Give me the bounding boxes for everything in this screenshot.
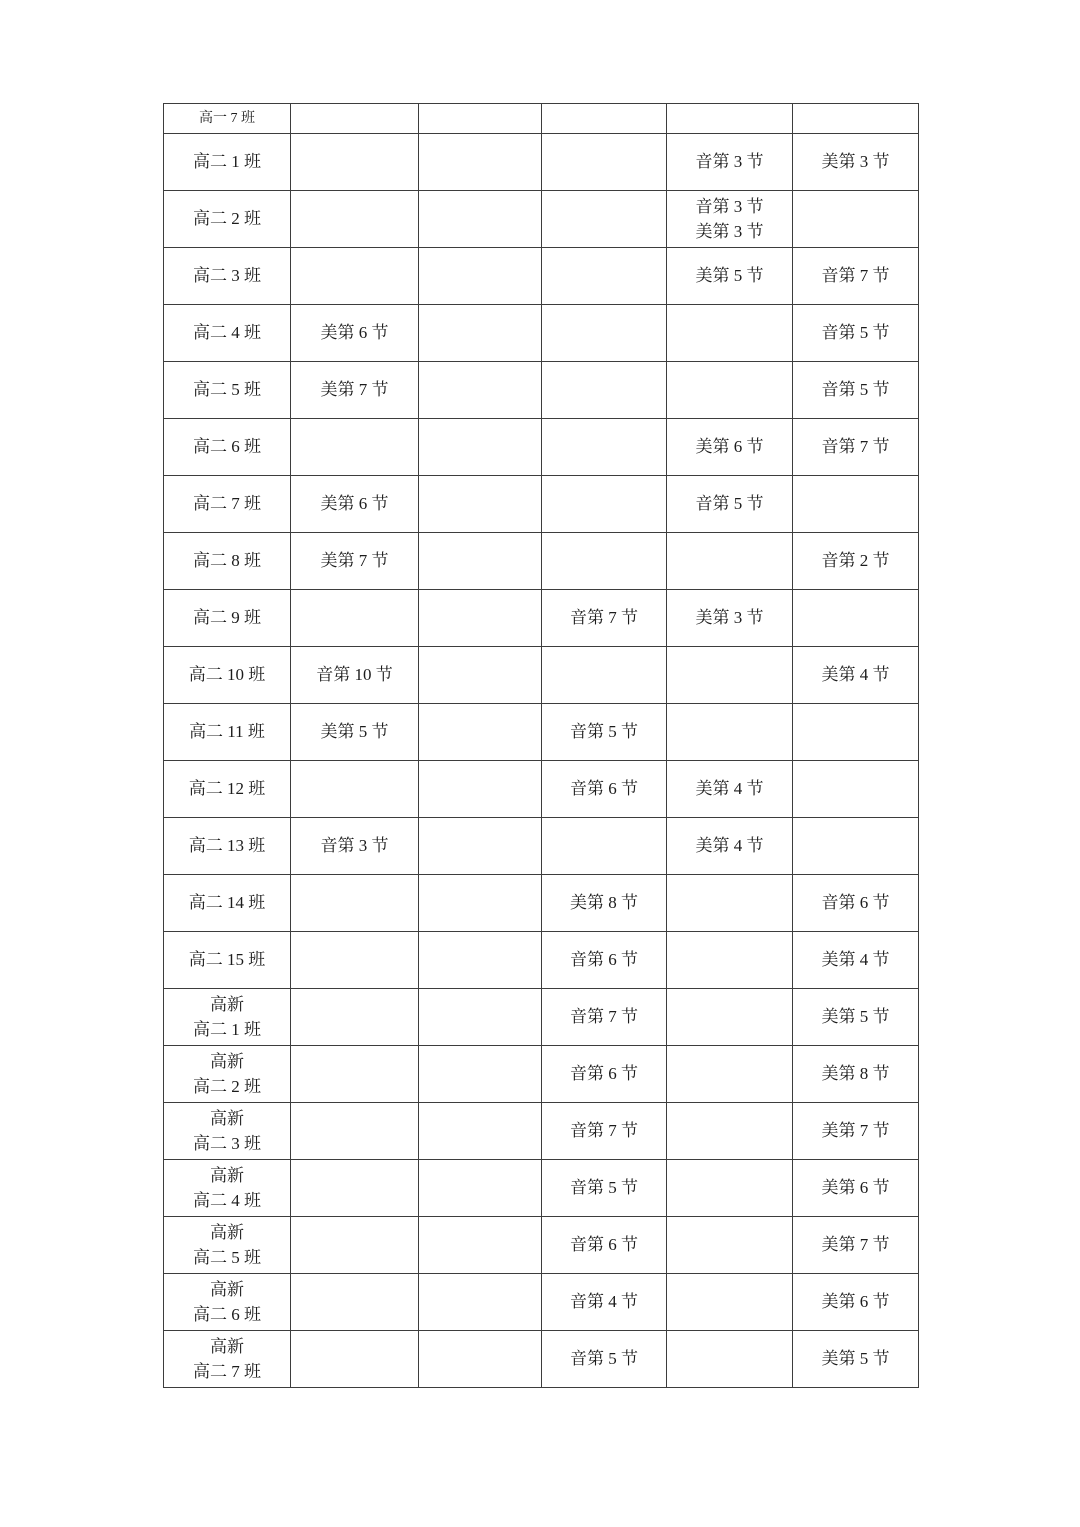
table-row xyxy=(164,761,919,818)
schedule-cell xyxy=(667,104,793,134)
schedule-entry: 音第 7 节 xyxy=(570,1121,638,1141)
schedule-entry: 音第 5 节 xyxy=(570,1178,638,1198)
schedule-cell xyxy=(667,1103,793,1160)
schedule-cell xyxy=(793,533,919,590)
schedule-cell xyxy=(542,362,667,419)
class-name-text: 高二 15 班 xyxy=(188,950,266,970)
schedule-cell xyxy=(793,362,919,419)
schedule-cell xyxy=(667,1046,793,1103)
schedule-cell xyxy=(291,761,419,818)
schedule-cell xyxy=(667,989,793,1046)
table-row xyxy=(164,590,919,647)
class-name-text: 高二 5 班 xyxy=(193,1248,261,1267)
schedule-entry: 美第 3 节 xyxy=(695,608,764,628)
class-name-cell xyxy=(164,191,291,248)
schedule-cell xyxy=(793,1217,919,1274)
schedule-cell xyxy=(542,647,667,704)
table-row xyxy=(164,191,919,248)
schedule-entry: 音第 6 节 xyxy=(570,1064,638,1084)
table-row xyxy=(164,1331,919,1388)
schedule-cell xyxy=(291,305,419,362)
schedule-entry: 音第 5 节 xyxy=(570,1349,638,1369)
schedule-cell xyxy=(542,704,667,761)
schedule-entry: 美第 5 节 xyxy=(821,1007,890,1027)
class-name-text: 高新 xyxy=(210,1222,244,1242)
schedule-entry: 音第 4 节 xyxy=(570,1292,638,1312)
schedule-cell xyxy=(419,989,542,1046)
schedule-cell xyxy=(667,476,793,533)
schedule-cell xyxy=(419,104,542,134)
schedule-cell xyxy=(291,134,419,191)
schedule-cell xyxy=(793,875,919,932)
class-name-text: 高二 3 班 xyxy=(193,266,261,286)
schedule-entry: 音第 5 节 xyxy=(570,722,638,742)
schedule-cell xyxy=(419,1331,542,1388)
schedule-entry: 美第 7 节 xyxy=(320,380,389,400)
class-name-text: 高新 xyxy=(210,1108,244,1128)
schedule-entry: 美第 7 节 xyxy=(320,551,389,571)
class-name-cell xyxy=(164,305,291,362)
class-name-cell xyxy=(164,647,291,704)
class-name-text: 高二 9 班 xyxy=(193,608,261,628)
schedule-cell xyxy=(667,818,793,875)
schedule-entry: 美第 6 节 xyxy=(821,1292,890,1312)
schedule-cell xyxy=(793,818,919,875)
class-name-text: 高新 xyxy=(210,1336,244,1356)
schedule-cell xyxy=(793,1046,919,1103)
schedule-cell xyxy=(291,248,419,305)
schedule-cell xyxy=(793,647,919,704)
class-name-cell xyxy=(164,362,291,419)
schedule-cell xyxy=(291,104,419,134)
schedule-cell xyxy=(542,191,667,248)
schedule-cell xyxy=(291,704,419,761)
schedule-cell xyxy=(542,305,667,362)
table-row xyxy=(164,134,919,191)
schedule-entry: 美第 6 节 xyxy=(821,1178,890,1198)
schedule-cell xyxy=(419,533,542,590)
schedule-cell xyxy=(419,761,542,818)
schedule-cell xyxy=(291,818,419,875)
schedule-cell xyxy=(542,1103,667,1160)
class-name-cell xyxy=(164,419,291,476)
class-name-cell xyxy=(164,248,291,305)
schedule-cell xyxy=(419,362,542,419)
schedule-entry: 美第 6 节 xyxy=(320,494,389,514)
schedule-cell xyxy=(542,1160,667,1217)
schedule-cell xyxy=(419,476,542,533)
schedule-entry: 音第 5 节 xyxy=(821,380,890,400)
schedule-entry: 音第 3 节 xyxy=(695,196,764,216)
schedule-cell xyxy=(542,1046,667,1103)
schedule-cell xyxy=(793,932,919,989)
table-row xyxy=(164,932,919,989)
schedule-entry: 美第 3 节 xyxy=(821,152,890,172)
schedule-cell xyxy=(291,647,419,704)
class-name-cell xyxy=(164,1103,291,1160)
schedule-entry: 美第 8 节 xyxy=(821,1064,890,1084)
schedule-cell xyxy=(542,419,667,476)
schedule-cell xyxy=(419,932,542,989)
class-name-text: 高二 8 班 xyxy=(193,551,261,571)
schedule-cell xyxy=(667,533,793,590)
schedule-cell xyxy=(667,134,793,191)
schedule-cell xyxy=(793,1274,919,1331)
schedule-entry: 音第 7 节 xyxy=(821,437,890,457)
schedule-entry: 美第 4 节 xyxy=(821,950,890,970)
class-name-cell xyxy=(164,476,291,533)
schedule-cell xyxy=(291,1160,419,1217)
class-name-cell xyxy=(164,1160,291,1217)
schedule-cell xyxy=(291,590,419,647)
table-row xyxy=(164,1217,919,1274)
table-row xyxy=(164,818,919,875)
schedule-entry: 音第 3 节 xyxy=(320,836,389,856)
schedule-entry: 美第 3 节 xyxy=(695,222,764,241)
schedule-cell xyxy=(542,989,667,1046)
table-row xyxy=(164,362,919,419)
class-name-cell xyxy=(164,875,291,932)
schedule-cell xyxy=(793,248,919,305)
schedule-cell xyxy=(667,647,793,704)
schedule-cell xyxy=(542,590,667,647)
schedule-entry: 美第 7 节 xyxy=(821,1235,890,1255)
table-row xyxy=(164,1274,919,1331)
class-name-text: 高二 6 班 xyxy=(193,437,261,457)
table-row xyxy=(164,305,919,362)
schedule-cell xyxy=(667,875,793,932)
class-name-cell xyxy=(164,932,291,989)
schedule-entry: 音第 5 节 xyxy=(695,494,764,514)
class-name-text: 高二 7 班 xyxy=(193,1362,261,1381)
class-name-text: 高二 4 班 xyxy=(193,1191,261,1210)
class-name-text: 高二 12 班 xyxy=(188,779,266,799)
schedule-cell xyxy=(419,818,542,875)
schedule-cell xyxy=(419,590,542,647)
schedule-cell xyxy=(419,875,542,932)
schedule-cell xyxy=(542,875,667,932)
class-name-text: 高新 xyxy=(210,1165,244,1185)
schedule-cell xyxy=(793,104,919,134)
schedule-cell xyxy=(793,134,919,191)
table-row xyxy=(164,704,919,761)
schedule-cell xyxy=(419,1274,542,1331)
schedule-cell xyxy=(667,191,793,248)
class-name-cell xyxy=(164,590,291,647)
class-name-text: 高二 1 班 xyxy=(193,1020,261,1039)
schedule-entry: 美第 5 节 xyxy=(320,722,389,742)
schedule-cell xyxy=(667,761,793,818)
schedule-cell xyxy=(667,1331,793,1388)
schedule-cell xyxy=(542,134,667,191)
schedule-cell xyxy=(419,1046,542,1103)
schedule-cell xyxy=(291,1217,419,1274)
schedule-cell xyxy=(667,1160,793,1217)
schedule-cell xyxy=(667,248,793,305)
table-row xyxy=(164,1160,919,1217)
class-name-text: 高一 7 班 xyxy=(199,111,255,126)
class-name-cell xyxy=(164,1274,291,1331)
class-name-text: 高新 xyxy=(210,1051,244,1071)
schedule-entry: 美第 7 节 xyxy=(821,1121,890,1141)
class-name-text: 高二 1 班 xyxy=(193,152,261,172)
table-row xyxy=(164,647,919,704)
class-name-text: 高二 4 班 xyxy=(193,323,261,343)
table-row xyxy=(164,476,919,533)
class-name-cell xyxy=(164,134,291,191)
schedule-cell xyxy=(291,476,419,533)
schedule-cell xyxy=(419,191,542,248)
schedule-cell xyxy=(291,533,419,590)
table-row xyxy=(164,104,919,134)
class-name-cell xyxy=(164,533,291,590)
class-name-text: 高二 2 班 xyxy=(193,1077,261,1096)
schedule-cell xyxy=(667,1274,793,1331)
schedule-cell xyxy=(542,932,667,989)
schedule-cell xyxy=(793,704,919,761)
schedule-cell xyxy=(419,305,542,362)
schedule-cell xyxy=(542,248,667,305)
schedule-entry: 音第 2 节 xyxy=(821,551,890,571)
schedule-cell xyxy=(291,1331,419,1388)
schedule-cell xyxy=(419,1160,542,1217)
schedule-cell xyxy=(793,1103,919,1160)
schedule-cell xyxy=(419,704,542,761)
schedule-cell xyxy=(542,533,667,590)
schedule-cell xyxy=(667,932,793,989)
schedule-cell xyxy=(419,1217,542,1274)
schedule-cell xyxy=(667,704,793,761)
class-name-text: 高二 10 班 xyxy=(188,665,266,685)
class-name-cell xyxy=(164,704,291,761)
class-name-text: 高二 5 班 xyxy=(193,380,261,400)
schedule-cell xyxy=(542,1331,667,1388)
schedule-cell xyxy=(667,590,793,647)
schedule-cell xyxy=(667,419,793,476)
schedule-cell xyxy=(542,476,667,533)
class-name-cell xyxy=(164,1046,291,1103)
schedule-cell xyxy=(793,590,919,647)
schedule-table xyxy=(163,103,919,1388)
schedule-cell xyxy=(793,419,919,476)
schedule-cell xyxy=(542,104,667,134)
schedule-table-body xyxy=(164,104,919,1388)
schedule-entry: 音第 6 节 xyxy=(821,893,890,913)
schedule-entry: 美第 5 节 xyxy=(821,1349,890,1369)
schedule-cell xyxy=(667,1217,793,1274)
schedule-cell xyxy=(291,191,419,248)
schedule-cell xyxy=(291,419,419,476)
class-name-text: 高二 3 班 xyxy=(193,1134,261,1153)
schedule-cell xyxy=(793,476,919,533)
schedule-cell xyxy=(542,761,667,818)
schedule-cell xyxy=(291,989,419,1046)
schedule-cell xyxy=(793,191,919,248)
schedule-cell xyxy=(291,875,419,932)
schedule-entry: 美第 5 节 xyxy=(695,266,764,286)
table-row xyxy=(164,419,919,476)
schedule-cell xyxy=(793,989,919,1046)
class-name-text: 高新 xyxy=(210,1279,244,1299)
schedule-entry: 音第 6 节 xyxy=(570,1235,638,1255)
schedule-cell xyxy=(793,1331,919,1388)
class-name-cell xyxy=(164,989,291,1046)
schedule-entry: 美第 4 节 xyxy=(695,836,764,856)
schedule-cell xyxy=(419,1103,542,1160)
schedule-cell xyxy=(291,1103,419,1160)
schedule-entry: 音第 3 节 xyxy=(695,152,764,172)
class-name-text: 高二 6 班 xyxy=(193,1305,261,1324)
schedule-cell xyxy=(542,1274,667,1331)
schedule-entry: 美第 6 节 xyxy=(320,323,389,343)
schedule-cell xyxy=(542,818,667,875)
schedule-entry: 美第 6 节 xyxy=(695,437,764,457)
class-name-cell xyxy=(164,818,291,875)
schedule-entry: 音第 10 节 xyxy=(316,665,393,685)
table-row xyxy=(164,248,919,305)
schedule-cell xyxy=(291,362,419,419)
class-name-text: 高新 xyxy=(210,994,244,1014)
schedule-entry: 音第 6 节 xyxy=(570,950,638,970)
table-row xyxy=(164,1103,919,1160)
schedule-entry: 音第 7 节 xyxy=(570,1007,638,1027)
class-name-text: 高二 2 班 xyxy=(193,209,261,229)
schedule-cell xyxy=(419,647,542,704)
table-row xyxy=(164,533,919,590)
schedule-entry: 音第 7 节 xyxy=(570,608,638,628)
schedule-cell xyxy=(793,305,919,362)
schedule-cell xyxy=(419,134,542,191)
class-name-cell xyxy=(164,104,291,134)
schedule-cell xyxy=(291,1274,419,1331)
class-name-cell xyxy=(164,1217,291,1274)
schedule-entry: 美第 8 节 xyxy=(570,893,638,913)
class-name-cell xyxy=(164,1331,291,1388)
class-name-text: 高二 13 班 xyxy=(188,836,266,856)
schedule-entry: 美第 4 节 xyxy=(695,779,764,799)
schedule-entry: 美第 4 节 xyxy=(821,665,890,685)
schedule-cell xyxy=(793,1160,919,1217)
table-row xyxy=(164,1046,919,1103)
schedule-entry: 音第 5 节 xyxy=(821,323,890,343)
class-name-text: 高二 11 班 xyxy=(189,722,265,742)
schedule-cell xyxy=(793,761,919,818)
schedule-cell xyxy=(419,248,542,305)
schedule-entry: 音第 6 节 xyxy=(570,779,638,799)
class-name-text: 高二 7 班 xyxy=(193,494,261,514)
table-row xyxy=(164,875,919,932)
schedule-cell xyxy=(419,419,542,476)
schedule-cell xyxy=(291,932,419,989)
schedule-entry: 音第 7 节 xyxy=(821,266,890,286)
class-name-cell xyxy=(164,761,291,818)
schedule-cell xyxy=(667,305,793,362)
table-row xyxy=(164,989,919,1046)
schedule-cell xyxy=(667,362,793,419)
schedule-cell xyxy=(291,1046,419,1103)
schedule-cell xyxy=(542,1217,667,1274)
class-name-text: 高二 14 班 xyxy=(188,893,266,913)
